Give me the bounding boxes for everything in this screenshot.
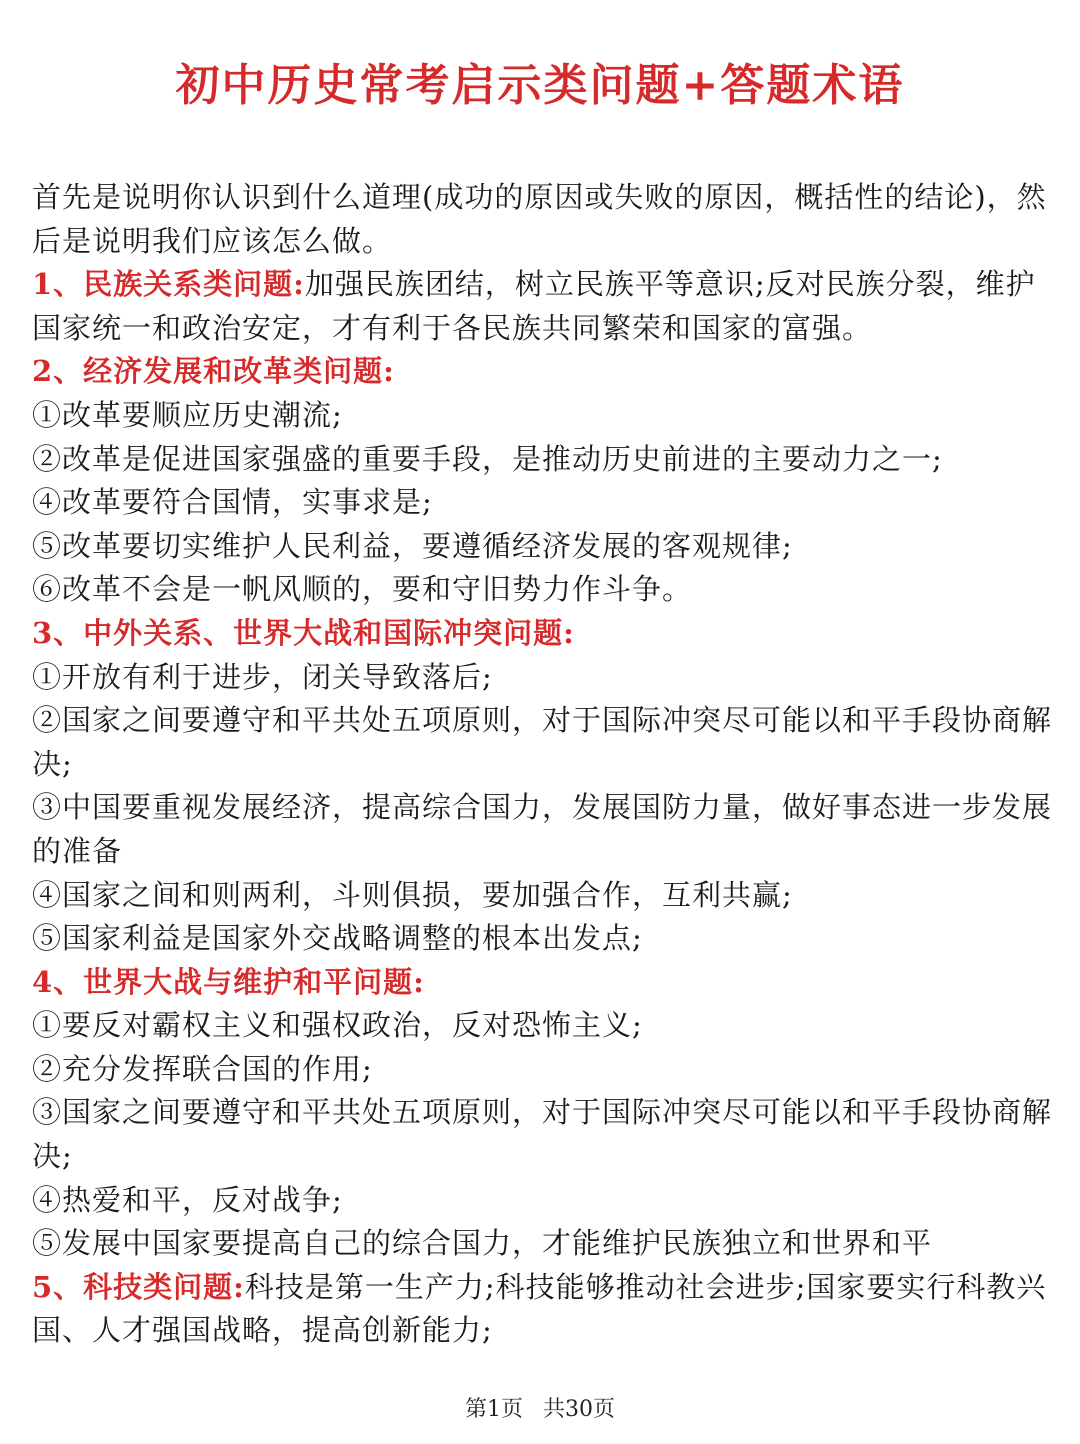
section-text: 加强民族团结，树立民族平等意识;反对民族分裂，维护国家统一和政治安定，才有利于各民族共同繁荣和国家的富强。 <box>32 267 1036 345</box>
section-heading: 5、科技类问题: <box>32 1269 245 1304</box>
list-item: ⑥改革不会是一帆风顺的，要和守旧势力作斗争。 <box>32 572 693 607</box>
page-title: 初中历史常考启示类问题+答题术语 <box>175 60 905 111</box>
list-item: ③国家之间要遵守和平共处五项原则，对于国际冲突尽可能以和平手段协商解决; <box>32 1095 1053 1174</box>
list-item: ②改革是促进国家强盛的重要手段，是推动历史前进的主要动力之一; <box>32 441 943 476</box>
page-total: 共30页 <box>543 1397 615 1422</box>
section-1 <box>32 263 1052 350</box>
list-item: ③中国要重视发展经济，提高综合国力，发展国防力量，做好事态进一步发展的准备 <box>32 790 1053 868</box>
document-body <box>32 176 1052 1353</box>
section-heading: 4、世界大战与维护和平问题: <box>32 964 425 999</box>
list-item: ①改革要顺应历史潮流; <box>32 397 343 432</box>
section-5 <box>32 1266 1052 1353</box>
section-text: 科技是第一生产力;科技能够推动社会进步;国家要实行科教兴国、人才强国战略，提高创新能力; <box>32 1269 1047 1348</box>
intro-paragraph: 首先是说明你认识到什么道理(成功的原因或失败的原因，概括性的结论)，然后是说明我们应该怎么做。 <box>32 180 1047 258</box>
list-item: ⑤发展中国家要提高自己的综合国力，才能维护民族独立和世界和平 <box>32 1226 933 1261</box>
section-heading: 2、经济发展和改革类问题: <box>32 354 395 389</box>
page-footer <box>0 1396 1080 1424</box>
list-item: ④热爱和平，反对战争; <box>32 1182 343 1217</box>
list-item: ⑤国家利益是国家外交战略调整的根本出发点; <box>32 921 643 956</box>
list-item: ②国家之间要遵守和平共处五项原则，对于国际冲突尽可能以和平手段协商解决; <box>32 703 1053 781</box>
list-item: ①开放有利于进步，闭关导致落后; <box>32 659 493 694</box>
list-item: ⑤改革要切实维护人民利益，要遵循经济发展的客观规律; <box>32 528 793 563</box>
list-item: ④改革要符合国情，实事求是; <box>32 485 433 520</box>
list-item: ②充分发挥联合国的作用; <box>32 1051 373 1086</box>
section-heading: 3、中外关系、世界大战和国际冲突问题: <box>32 615 575 650</box>
list-item: ①要反对霸权主义和强权政治，反对恐怖主义; <box>32 1008 643 1043</box>
list-item: ④国家之间和则两利，斗则俱损，要加强合作，互利共赢; <box>32 877 793 912</box>
page-number: 第1页 <box>465 1397 523 1422</box>
section-heading: 1、民族关系类问题: <box>32 267 305 302</box>
